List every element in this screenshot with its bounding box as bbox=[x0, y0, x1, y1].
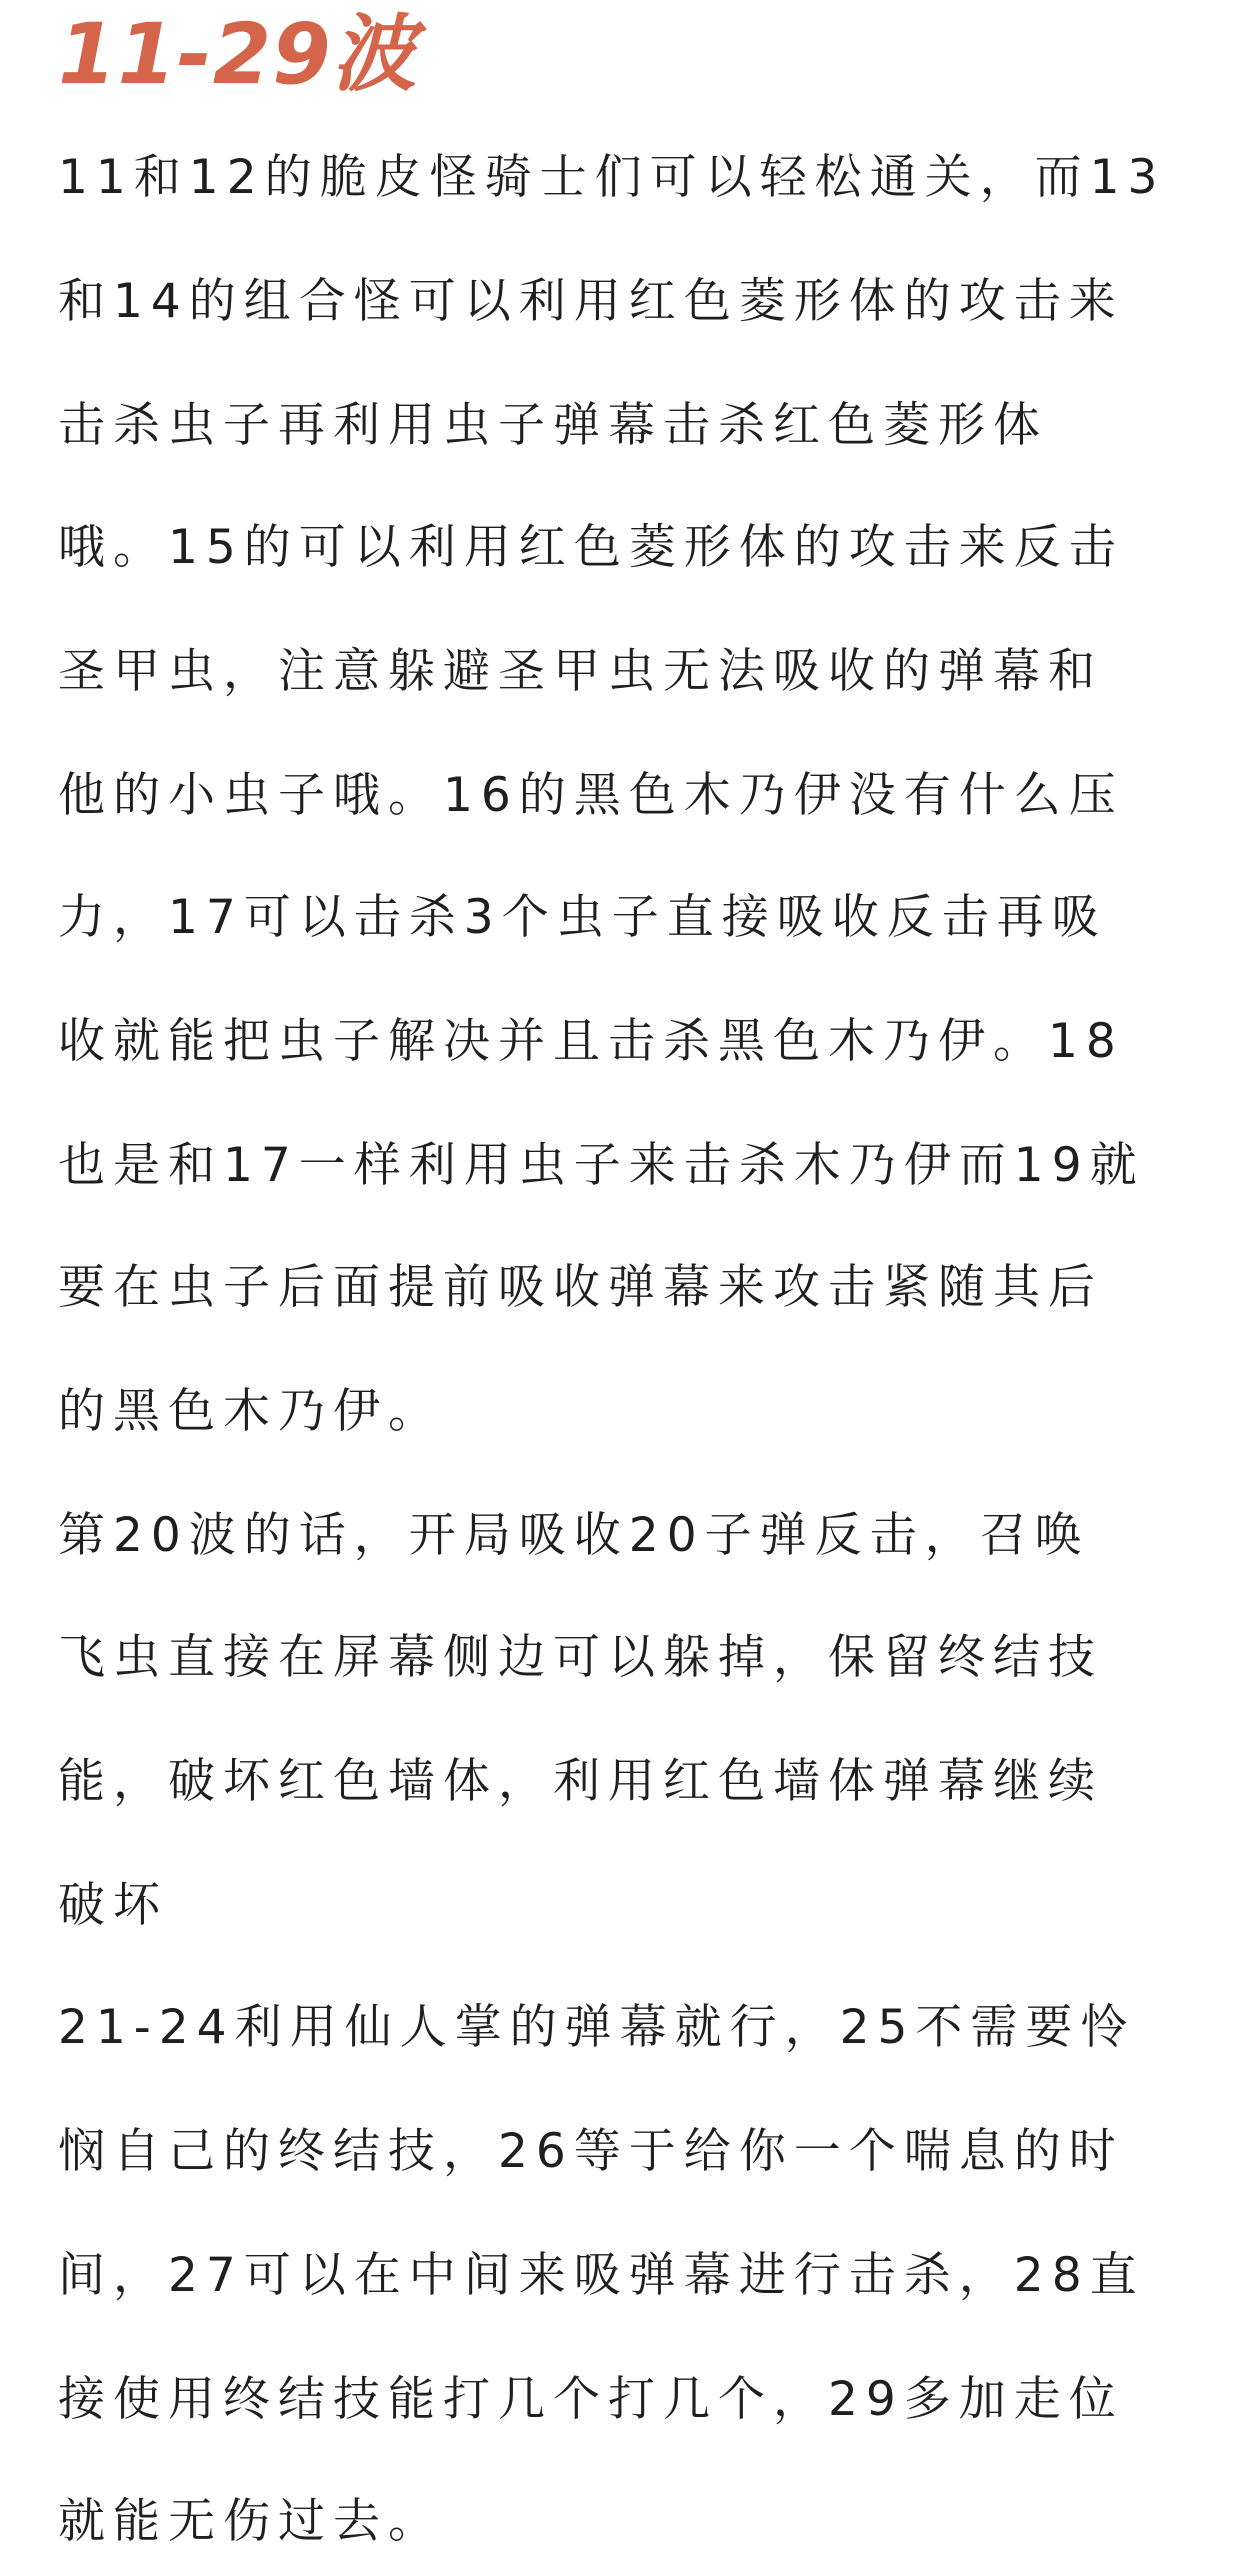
paragraph-line: 哦。15的可以利用红色菱形体的攻击来反击 bbox=[58, 520, 1124, 575]
paragraph-line: 11和12的脆皮怪骑士们可以轻松通关，而13 bbox=[58, 150, 1166, 205]
paragraph-line: 悯自己的终结技，26等于给你一个喘息的时 bbox=[58, 2124, 1124, 2179]
paragraph-line: 能，破坏红色墙体，利用红色墙体弹幕继续 bbox=[58, 1754, 1103, 1809]
paragraph-line: 也是和17一样利用虫子来击杀木乃伊而19就 bbox=[58, 1138, 1145, 1193]
paragraph-line: 力，17可以击杀3个虫子直接吸收反击再吸 bbox=[58, 890, 1107, 945]
paragraph-line: 圣甲虫，注意躲避圣甲虫无法吸收的弹幕和 bbox=[58, 644, 1103, 699]
paragraph-line: 收就能把虫子解决并且击杀黑色木乃伊。18 bbox=[58, 1014, 1124, 1069]
paragraph-line: 间，27可以在中间来吸弹幕进行击杀，28直 bbox=[58, 2248, 1145, 2303]
paragraph-line: 飞虫直接在屏幕侧边可以躲掉，保留终结技 bbox=[58, 1630, 1103, 1685]
paragraph-line: 第20波的话，开局吸收20子弹反击，召唤 bbox=[58, 1508, 1090, 1563]
section-title: 11-29波 bbox=[58, 5, 417, 103]
paragraph-line: 和14的组合怪可以利用红色菱形体的攻击来 bbox=[58, 274, 1124, 329]
paragraph-line: 破坏 bbox=[58, 1878, 168, 1933]
paragraph-line: 他的小虫子哦。16的黑色木乃伊没有什么压 bbox=[58, 768, 1124, 823]
paragraph-line: 的黑色木乃伊。 bbox=[58, 1384, 443, 1439]
paragraph-line: 就能无伤过去。 bbox=[58, 2494, 443, 2549]
paragraph-line: 接使用终结技能打几个打几个，29多加走位 bbox=[58, 2372, 1124, 2427]
paragraph-line: 要在虫子后面提前吸收弹幕来攻击紧随其后 bbox=[58, 1260, 1103, 1315]
paragraph-line: 击杀虫子再利用虫子弹幕击杀红色菱形体 bbox=[58, 398, 1048, 453]
paragraph-line: 21-24利用仙人掌的弹幕就行，25不需要怜 bbox=[58, 2000, 1136, 2055]
